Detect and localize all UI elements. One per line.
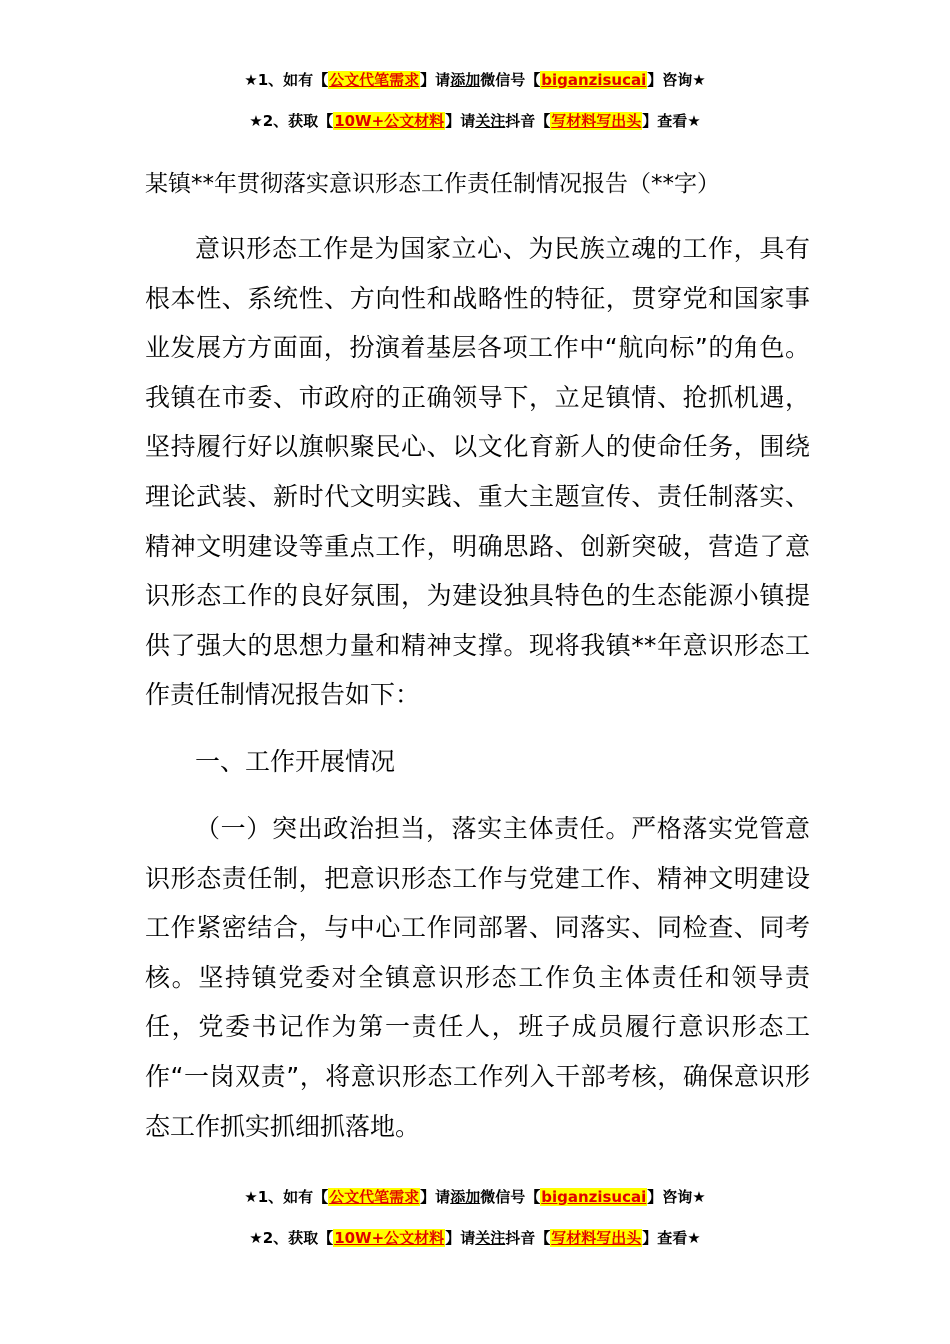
banner-highlight: biganzisucai bbox=[541, 1188, 647, 1206]
banner-highlight: 10W+公文材料 bbox=[334, 112, 445, 130]
banner-text: 】咨询★ bbox=[647, 1188, 706, 1206]
banner-underlined: 关注 bbox=[475, 112, 506, 130]
banner-text: 】请 bbox=[420, 1188, 451, 1206]
intro-paragraph: 意识形态工作是为国家立心、为民族立魂的工作，具有根本性、系统性、方向性和战略性的特征，贯穿党和国家事业发展方方面面，扮演着基层各项工作中“航向标”的角色。我镇在市委、市政府的正确领导下，立足镇情、抢抓机遇，坚持履行好以旗帜聚民心、以文化育新人的使命任务，围绕理论武装、新时代文明实践、重大主题宣传、责任制落实、精神文明建设等重点工作，明确思路、创新突破，营造了意识形态工作的良好氛围，为建设独具特色的生态能源小镇提供了强大的思想力量和精神支撑。现将我镇**年意识形态工作责任制情况报告如下： bbox=[145, 234, 810, 710]
banner-text: 】查看★ bbox=[642, 112, 701, 130]
banner-highlight: 10W+公文材料 bbox=[334, 1229, 445, 1247]
banner-text: ★1、如有【 bbox=[244, 71, 329, 89]
section-heading: 一、工作开展情况 bbox=[195, 747, 396, 776]
top-banner-line-2 bbox=[0, 111, 950, 131]
banner-text: 微信号【 bbox=[480, 71, 541, 89]
bottom-banner-line-1 bbox=[0, 1187, 950, 1207]
banner-text: 】请 bbox=[420, 71, 451, 89]
bottom-banner-line-2 bbox=[0, 1228, 950, 1248]
banner-highlight: 写材料写出头 bbox=[551, 112, 642, 130]
banner-underlined: 添加 bbox=[450, 1188, 481, 1206]
document-title: 某镇**年贯彻落实意识形态工作责任制情况报告（**字） bbox=[145, 171, 720, 197]
banner-underlined: 添加 bbox=[450, 71, 481, 89]
banner-text: ★2、获取【 bbox=[249, 1229, 334, 1247]
banner-text: 抖音【 bbox=[505, 112, 551, 130]
section-paragraph: （一）突出政治担当，落实主体责任。严格落实党管意识形态责任制，把意识形态工作与党建工作、精神文明建设工作紧密结合，与中心工作同部署、同落实、同检查、同考核。坚持镇党委对全镇意识形态工作负主体责任和领导责任，党委书记作为第一责任人，班子成员履行意识形态工作“一岗双责”，将意识形态工作列入干部考核，确保意识形态工作抓实抓细抓落地。 bbox=[145, 814, 810, 1141]
banner-text: 微信号【 bbox=[480, 1188, 541, 1206]
top-banner-line-1 bbox=[0, 70, 950, 90]
banner-highlight: 公文代笔需求 bbox=[329, 1188, 420, 1206]
banner-highlight: 公文代笔需求 bbox=[329, 71, 420, 89]
banner-text: 抖音【 bbox=[505, 1229, 551, 1247]
banner-text: 】咨询★ bbox=[647, 71, 706, 89]
banner-text: 】请 bbox=[445, 112, 476, 130]
banner-text: 】查看★ bbox=[642, 1229, 701, 1247]
banner-text: ★1、如有【 bbox=[244, 1188, 329, 1206]
banner-text: 】请 bbox=[445, 1229, 476, 1247]
banner-highlight: 写材料写出头 bbox=[551, 1229, 642, 1247]
banner-highlight: biganzisucai bbox=[541, 71, 647, 89]
banner-underlined: 关注 bbox=[475, 1229, 506, 1247]
banner-text: ★2、获取【 bbox=[249, 112, 334, 130]
